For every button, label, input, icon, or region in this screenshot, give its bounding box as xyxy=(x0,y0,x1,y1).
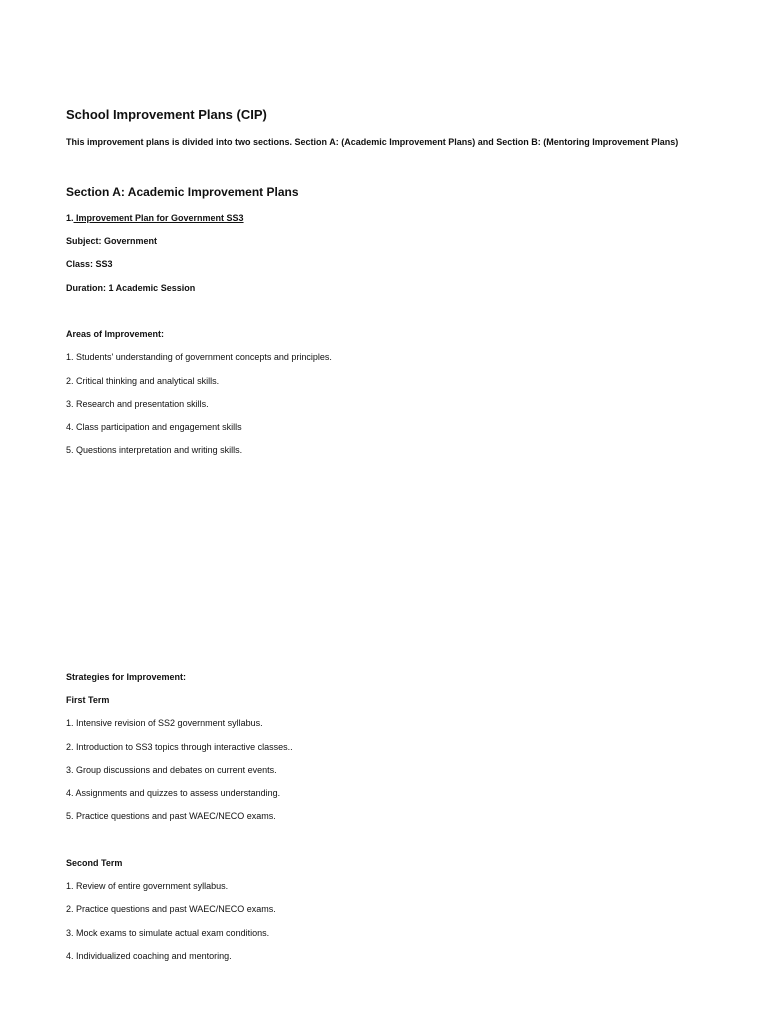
second-term-list-item: 4. Individualized coaching and mentoring. xyxy=(66,951,232,961)
areas-list-item: 5. Questions interpretation and writing skills. xyxy=(66,445,243,455)
first-term-list-item: 5. Practice questions and past WAEC/NECO exams. xyxy=(66,811,276,821)
plan-title-line xyxy=(66,212,244,224)
first-term-list-item: 4. Assignments and quizzes to assess understanding. xyxy=(66,788,281,798)
plan-class: Class: SS3 xyxy=(66,259,113,269)
areas-list-item: 1. Students' understanding of government concepts and principles. xyxy=(66,352,332,362)
section-a-heading: Section A: Academic Improvement Plans xyxy=(66,185,299,199)
areas-list-item: 3. Research and presentation skills. xyxy=(66,399,209,409)
first-term-list-item: 1. Intensive revision of SS2 government syllabus. xyxy=(66,718,263,728)
strategies-heading: Strategies for Improvement: xyxy=(66,672,187,682)
plan-title: Improvement Plan for Government SS3 xyxy=(73,213,244,223)
plan-duration: Duration: 1 Academic Session xyxy=(66,283,196,293)
plan-subject: Subject: Government xyxy=(66,236,158,246)
areas-heading: Areas of Improvement: xyxy=(66,329,165,339)
document-title: School Improvement Plans (CIP) xyxy=(66,107,267,122)
second-term-list-item: 1. Review of entire government syllabus. xyxy=(66,881,229,891)
areas-list-item: 2. Critical thinking and analytical skills. xyxy=(66,376,220,386)
areas-list-item: 4. Class participation and engagement skills xyxy=(66,422,242,432)
second-term-list-item: 3. Mock exams to simulate actual exam conditions. xyxy=(66,928,270,938)
first-term-list-item: 2. Introduction to SS3 topics through interactive classes.. xyxy=(66,742,293,752)
first-term-list-item: 3. Group discussions and debates on current events. xyxy=(66,765,277,775)
intro-paragraph: This improvement plans is divided into two sections. Section A: (Academic Improvement Plans) and Section B: (Mentoring Improvement Plans) xyxy=(66,137,679,147)
first-term-heading: First Term xyxy=(66,695,110,705)
second-term-heading: Second Term xyxy=(66,858,123,868)
plan-number: 1. xyxy=(66,213,74,223)
second-term-list-item: 2. Practice questions and past WAEC/NECO exams. xyxy=(66,904,276,914)
